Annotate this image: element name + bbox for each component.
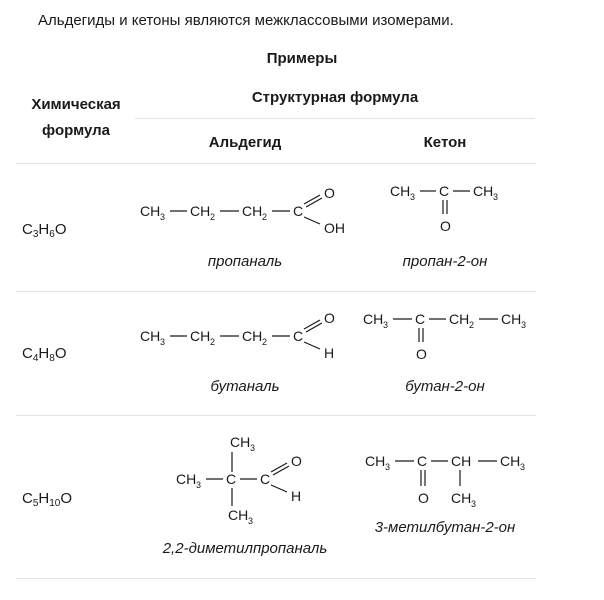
atom-label: CH [365,453,386,469]
intro-text: Альдегиды и кетоны являются межклассовыми изомерами. [38,12,454,29]
atom-label: CH [242,203,263,219]
header-aldehyde: Альдегид [208,134,282,151]
atom-label: CH [390,183,411,199]
carbonyl-carbon: C [260,471,271,487]
atom-subscript: 2 [262,212,268,222]
atom-subscript: 3 [471,499,477,509]
atom-label: CH [140,203,161,219]
atom-label: CH [501,311,522,327]
atom-subscript: 2 [262,337,268,347]
atom-label: CH [451,490,472,506]
bond-line [304,217,320,224]
oxygen-atom: O [418,490,429,506]
atom-label: CH [500,453,521,469]
atom-label: CH [140,328,161,344]
atom-subscript: 3 [493,192,499,202]
atom-subscript: 3 [520,462,526,472]
quaternary-carbon: C [226,471,237,487]
oxygen-atom: O [440,218,451,234]
aldehyde-name: 2,2-диметилпропаналь [162,540,328,557]
carbonyl-carbon: C [293,328,304,344]
double-bond-line [304,320,320,329]
hydrogen-atom: H [291,488,302,504]
double-bond-line [306,198,322,207]
hydrogen-atom: H [324,345,335,361]
hydroxyl-group: OH [324,220,345,236]
ketone-name: 3-метилбутан-2-он [374,519,516,536]
ketone-name: бутан-2-он [405,378,485,395]
ketone-name: пропан-2-он [402,253,488,270]
molecular-formula: $C_3H_6O$ [22,221,67,240]
atom-label: CH [230,434,251,450]
atom-subscript: 3 [160,337,166,347]
bond-line [304,342,320,349]
atom-subscript: 3 [385,462,391,472]
atom-subscript: 3 [160,212,166,222]
double-bond-line [273,466,289,475]
oxygen-atom: O [291,453,302,469]
molecular-formula: $C_4H_8O$ [22,345,67,364]
atom-subscript: 2 [210,337,216,347]
atom-label: CH [449,311,470,327]
carbonyl-carbon: C [293,203,304,219]
aldehyde-name: пропаналь [207,253,283,270]
atom-subscript: 2 [469,320,475,330]
atom-subscript: 3 [250,443,256,453]
carbonyl-carbon: C [415,311,426,327]
atom-subscript: 3 [248,516,254,526]
atom-subscript: 3 [410,192,416,202]
header-chem-formula: Химическая формула [31,96,121,139]
atom-label: CH [190,203,211,219]
bond-line [271,485,287,492]
atom-label: CH [176,471,197,487]
double-bond-line [304,195,320,204]
atom-label: CH [228,507,249,523]
oxygen-atom: O [324,310,335,326]
table-caption: Примеры [266,50,338,67]
header-structural-formula: Структурная формула [251,89,419,106]
double-bond-line [271,463,287,472]
oxygen-atom: O [324,185,335,201]
header-ketone: Кетон [423,134,467,151]
carbonyl-carbon: C [417,453,428,469]
carbonyl-carbon: C [439,183,450,199]
atom-label: CH [473,183,494,199]
molecular-formula: $C_5H_{10}O$ [22,490,73,509]
aldehyde-name: бутаналь [210,378,280,395]
atom-subscript: 2 [210,212,216,222]
methine-group: CH [451,453,472,469]
atom-label: CH [190,328,211,344]
atom-label: CH [363,311,384,327]
double-bond-line [306,323,322,332]
atom-subscript: 3 [196,480,202,490]
atom-label: CH [242,328,263,344]
atom-subscript: 3 [521,320,527,330]
oxygen-atom: O [416,346,427,362]
atom-subscript: 3 [383,320,389,330]
